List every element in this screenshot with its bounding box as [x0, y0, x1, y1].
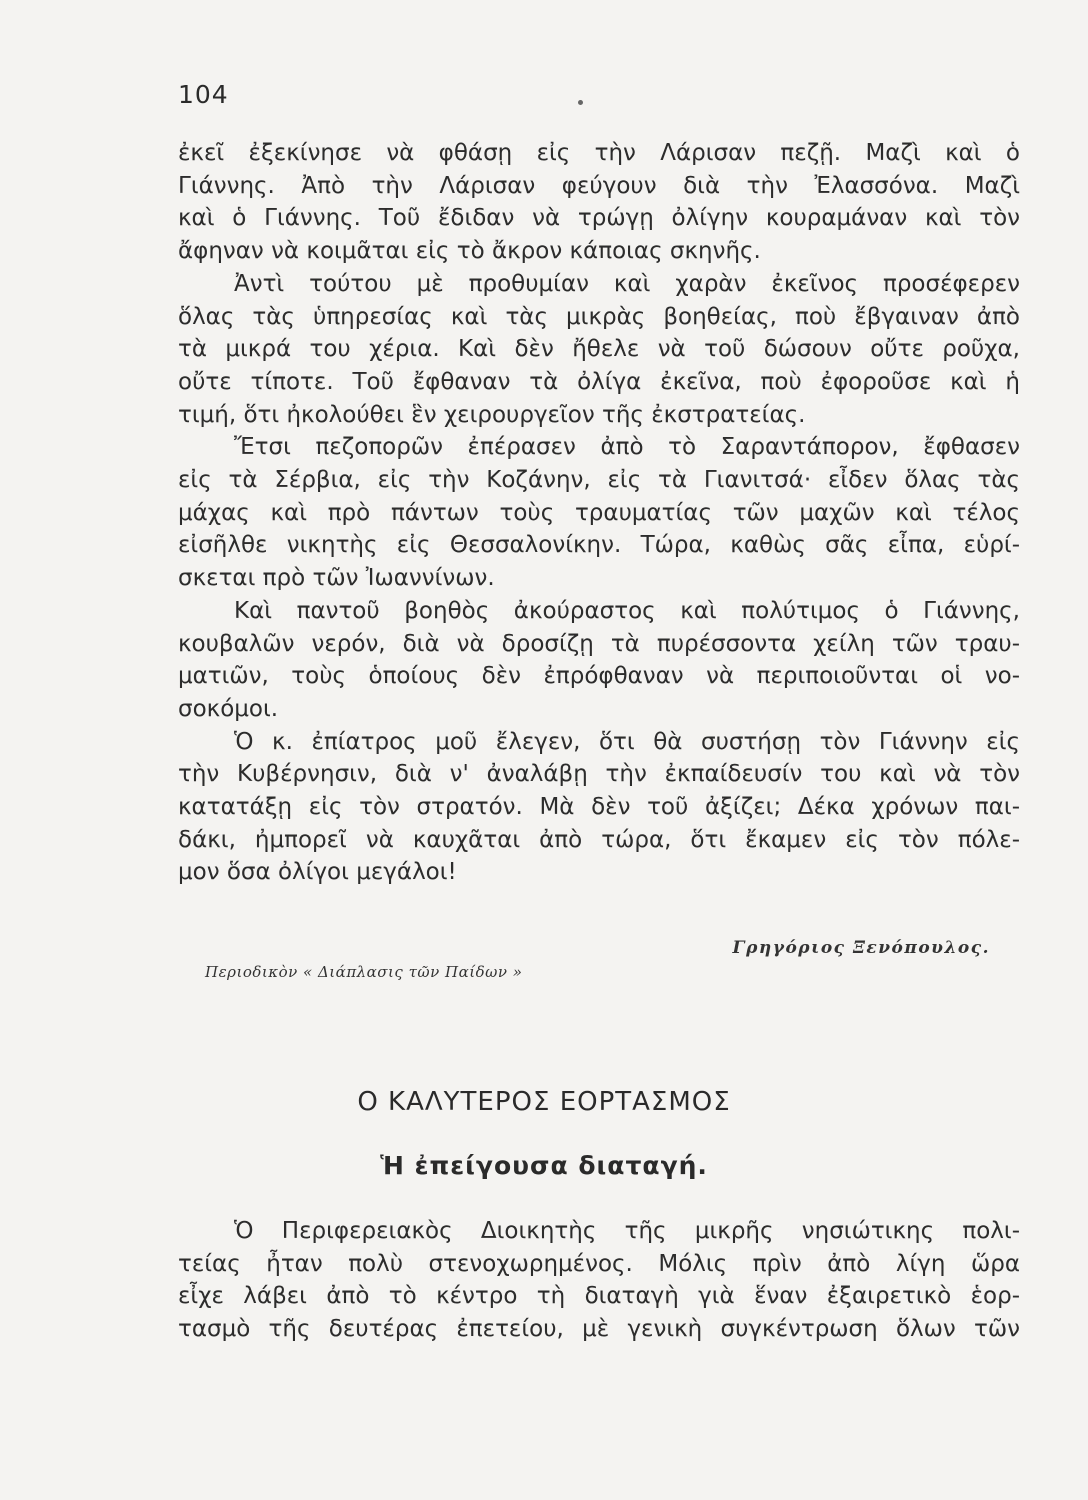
text-line: εἶχε λάβει ἀπὸ τὸ κέντρο τὴ διαταγὴ γιὰ ἕναν ἐξαιρετικὸ ἑορ- — [178, 1283, 1020, 1310]
text-line: ματιῶν, τοὺς ὁποίους δὲν ἐπρόφθαναν νὰ περιποιοῦνται οἱ νο- — [178, 663, 1020, 690]
text-line: τὰ μικρά του χέρια. Καὶ δὲν ἤθελε νὰ τοῦ δώσουν οὔτε ροῦχα, — [178, 336, 1020, 363]
text-line: τὴν Κυβέρνησιν, διὰ ν' ἀναλάβῃ τὴν ἐκπαίδευσίν του καὶ νὰ τὸν — [178, 761, 1020, 788]
text-line: οὔτε τίποτε. Τοῦ ἔφθαναν τὰ ὀλίγα ἐκεῖνα, ποὺ ἐφοροῦσε καὶ ἡ — [178, 368, 1020, 395]
text-line: κουβαλῶν νερόν, διὰ νὰ δροσίζῃ τὰ πυρέσσοντα χείλη τῶν τραυ- — [178, 630, 1020, 657]
text-line: ἐκεῖ ἐξεκίνησε νὰ φθάσῃ εἰς τὴν Λάρισαν πεζῇ. Μαζὶ καὶ ὁ — [178, 140, 1020, 166]
text-line: Γιάννης. Ἀπὸ τὴν Λάρισαν φεύγουν διὰ τὴν Ἐλασσόνα. Μαζὶ — [178, 172, 1020, 199]
text-line: τασμὸ τῆς δευτέρας ἐπετείου, μὲ γενικὴ συγκέντρωση ὅλων τῶν — [178, 1316, 1020, 1343]
text-line: Ὁ Περιφερειακὸς Διοικητὴς τῆς μικρῆς νησιώτικης πολι- — [234, 1218, 1020, 1244]
section-title: Ο ΚΑΛΥΤΕΡΟΣ ΕΟΡΤΑΣΜΟΣ — [357, 1087, 731, 1117]
text-line: σοκόμοι. — [178, 695, 279, 722]
story-text — [178, 137, 1020, 889]
author-signature: Γρηγόριος Ξενόπουλος. — [732, 938, 990, 958]
section-text — [178, 1215, 1020, 1346]
text-line: Ἔτσι πεζοπορῶν ἐπέρασεν ἀπὸ τὸ Σαραντάπορον, ἔφθασεν — [234, 434, 1020, 461]
section-subtitle: Ἡ ἐπείγουσα διαταγή. — [380, 1151, 708, 1180]
text-line: ἄφηναν νὰ κοιμᾶται εἰς τὸ ἄκρον κάποιας σκηνῆς. — [178, 238, 761, 265]
text-line: τείας ἦταν πολὺ στενοχωρημένος. Μόλις πρὶν ἀπὸ λίγη ὥρα — [178, 1250, 1020, 1277]
text-line: Καὶ παντοῦ βοηθὸς ἀκούραστος καὶ πολύτιμος ὁ Γιάννης, — [234, 597, 1020, 624]
ink-speck — [578, 100, 583, 105]
text-line: εἰσῆλθε νικητὴς εἰς Θεσσαλονίκην. Τώρα, καθὼς σᾶς εἶπα, εὑρί- — [178, 532, 1020, 559]
text-line: δάκι, ἠμπορεῖ νὰ καυχᾶται ἀπὸ τώρα, ὅτι ἔκαμεν εἰς τὸν πόλε- — [178, 826, 1020, 853]
page-number: 104 — [178, 80, 229, 109]
text-line: κατατάξῃ εἰς τὸν στρατόν. Μὰ δὲν τοῦ ἀξίζει; Δέκα χρόνων παι- — [178, 794, 1020, 821]
text-line: σκεται πρὸ τῶν Ἰωαννίνων. — [178, 565, 495, 592]
text-line: καὶ ὁ Γιάννης. Τοῦ ἔδιδαν νὰ τρώγῃ ὀλίγην κουραμάναν καὶ τὸν — [178, 205, 1020, 232]
text-line: μάχας καὶ πρὸ πάντων τοὺς τραυματίας τῶν μαχῶν καὶ τέλος — [178, 499, 1020, 526]
text-line: ὅλας τὰς ὑπηρεσίας καὶ τὰς μικρὰς βοηθείας, ποὺ ἔβγαιναν ἀπὸ — [178, 303, 1020, 330]
text-line: εἰς τὰ Σέρβια, εἰς τὴν Κοζάνην, εἰς τὰ Γιανιτσά· εἶδεν ὅλας τὰς — [178, 467, 1020, 494]
text-line: μον ὅσα ὀλίγοι μεγάλοι! — [178, 859, 457, 886]
text-line: τιμή, ὅτι ἠκολούθει ἓν χειρουργεῖον τῆς ἐκστρατείας. — [178, 401, 806, 428]
text-line: Ἀντὶ τούτου μὲ προθυμίαν καὶ χαρὰν ἐκεῖνος προσέφερεν — [234, 270, 1020, 297]
text-line: Ὁ κ. ἐπίατρος μοῦ ἔλεγεν, ὅτι θὰ συστήσῃ τὸν Γιάννην εἰς — [234, 728, 1020, 755]
source-citation: Περιοδικὸν « Διάπλασις τῶν Παίδων » — [205, 963, 523, 981]
